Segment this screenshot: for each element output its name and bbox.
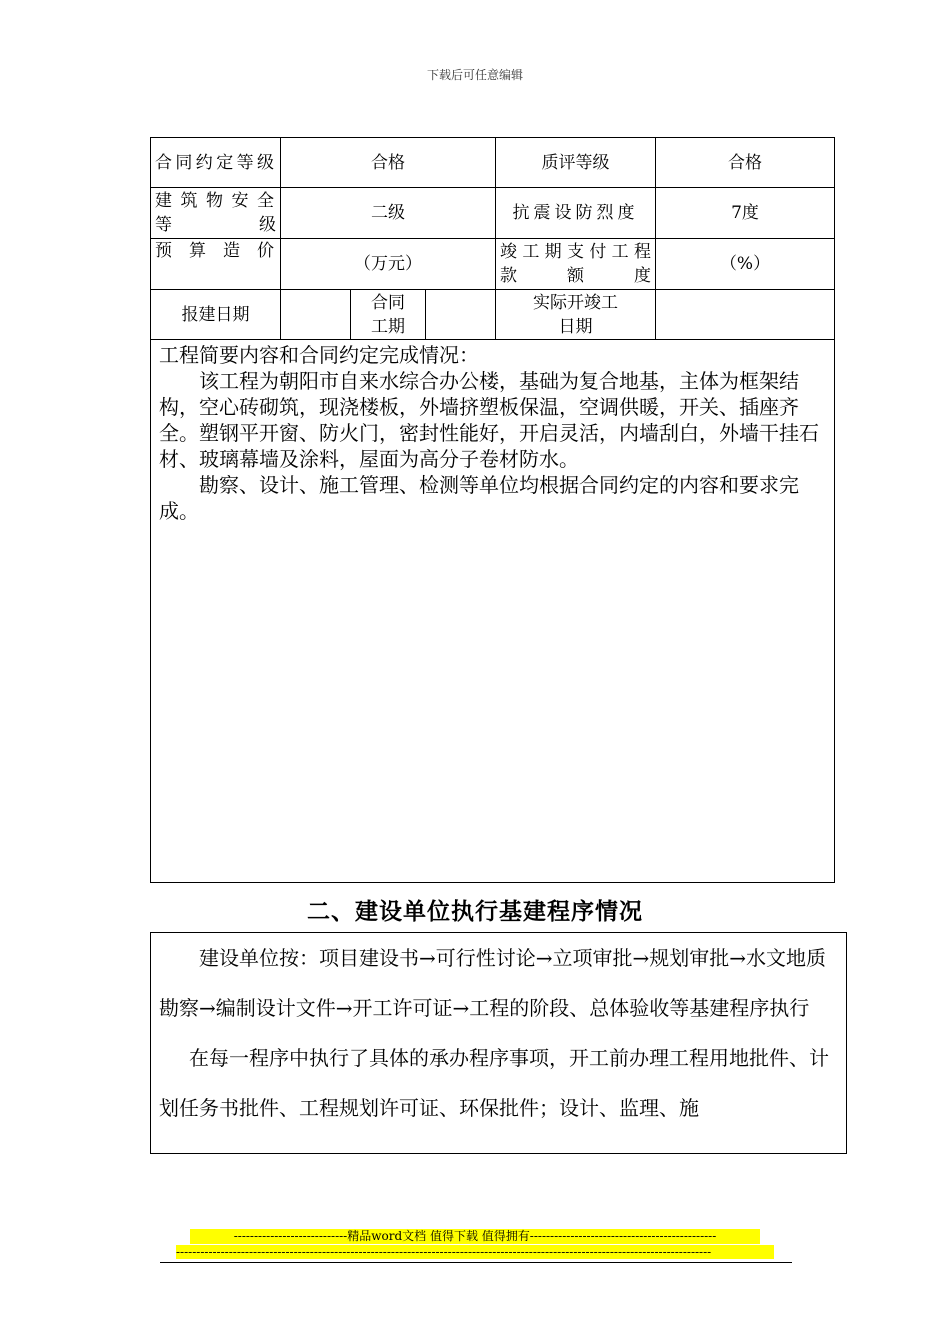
section-title: 二、建设单位执行基建程序情况 (307, 898, 643, 925)
table-row (151, 138, 835, 188)
quality-grade-label: 质评等级 (496, 138, 656, 188)
seismic-intensity-label: 抗震设防烈度 (496, 188, 656, 239)
description-heading: 工程简要内容和合同约定完成情况： (159, 343, 479, 367)
payment-ratio-value: （%） (656, 239, 835, 290)
procedure-box (150, 932, 847, 1154)
description-paragraph: 勘察、设计、施工管理、检测等单位均根据合同约定的内容和要求完成。 (159, 473, 799, 523)
table-row (151, 188, 835, 239)
procedure-paragraph: 在每一程序中执行了具体的承办程序事项，开工前办理工程用地批件、计划任务书批件、工程规划许可证、环保批件；设计、监理、施 (159, 1046, 829, 1120)
contract-grade-label: 合同约定等级 (151, 138, 281, 188)
contract-grade-value: 合格 (281, 138, 496, 188)
contract-period-value (426, 290, 496, 340)
actual-dates-label: 实际开竣工 日期 (496, 290, 656, 340)
page-header: 下载后可任意编辑 (426, 68, 523, 82)
table-row (151, 290, 835, 340)
procedure-paragraph: 建设单位按：项目建设书→可行性讨论→立项审批→规划审批→水文地质勘察→编制设计文件→开工许可证→工程的阶段、总体验收等基建程序执行 (159, 946, 827, 1020)
filing-date-value (281, 290, 351, 340)
quality-grade-value: 合格 (656, 138, 835, 188)
table-row (151, 340, 835, 883)
payment-ratio-label: 竣工期支付工程 款 额 度 (496, 239, 656, 290)
filing-date-label: 报建日期 (151, 290, 281, 340)
footer-divider (160, 1262, 792, 1263)
contract-period-label: 合同 工期 (351, 290, 426, 340)
project-info-table (150, 137, 835, 883)
building-safety-label: 建筑物安全 等 级 (151, 188, 281, 239)
seismic-intensity-value: 7度 (656, 188, 835, 239)
budget-cost-label: 预 算 造 价 (151, 239, 281, 290)
budget-cost-value: （万元） (281, 239, 496, 290)
building-safety-value: 二级 (281, 188, 496, 239)
table-row (151, 239, 835, 290)
project-description-cell (151, 340, 835, 883)
footer-dashes: ------------------------------------------------------------------------------------------------------------------------------------ (176, 1245, 774, 1259)
description-paragraph: 该工程为朝阳市自来水综合办公楼，基础为复合地基，主体为框架结构，空心砖砌筑，现浇楼板，外墙挤塑板保温，空调供暖，开关、插座齐全。塑钢平开窗、防火门，密封性能好，开启灵活，内墙刮白，外墙干挂石材、玻璃幕墙及涂料，屋面为高分子卷材防水。 (159, 369, 819, 471)
footer-banner: ----------------------------精品word文档 值得下载 值得拥有---------------------------------------------- (190, 1229, 760, 1244)
actual-dates-value (656, 290, 835, 340)
